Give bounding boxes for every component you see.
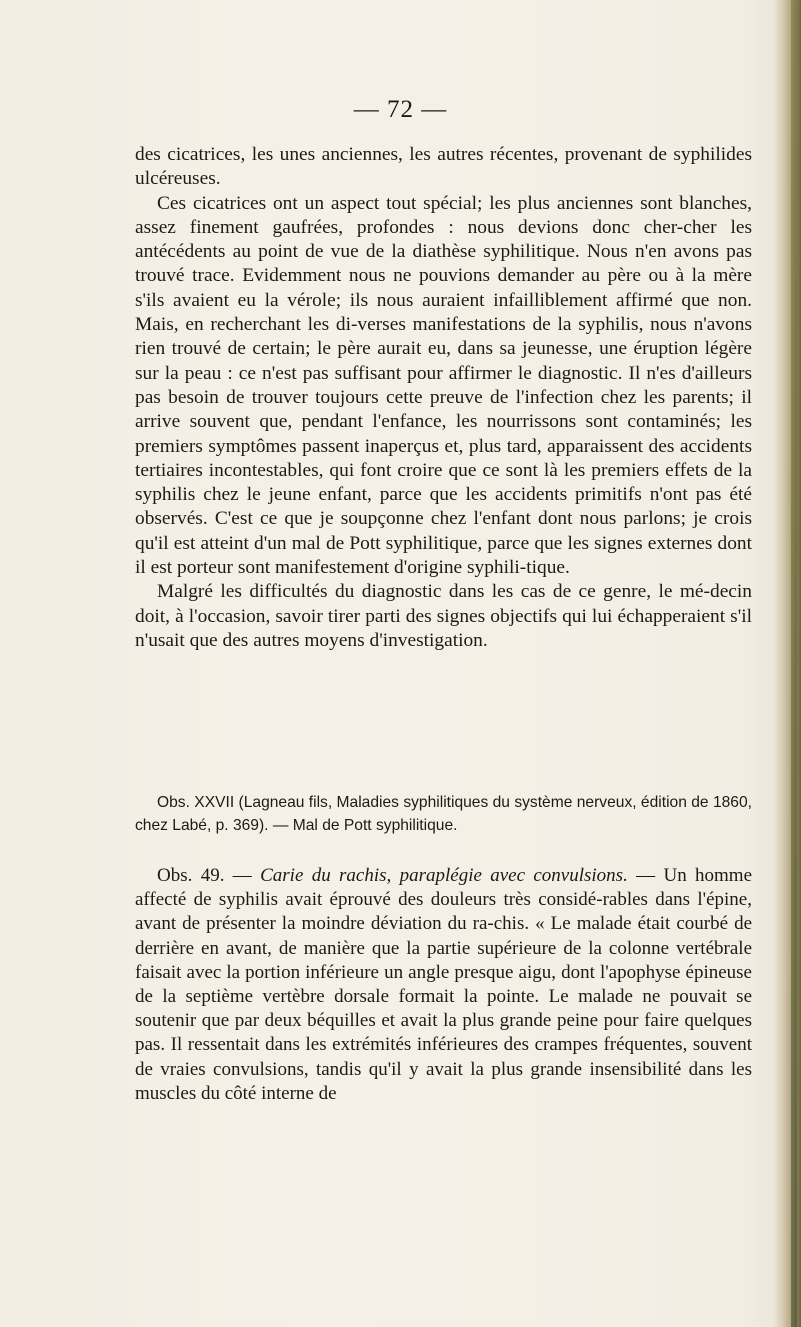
paragraph-2: Ces cicatrices ont un aspect tout spécial; les plus anciennes sont blanches, assez finement gaufrées, profondes : nous devions donc cher-cher les antécédents au point de vue de la diathèse syphilitique. Nous n'en avons pas trouvé trace. Evidemment nous ne pouvions demander au père ou à la mère s'ils avaient eu la vérole; ils nous auraient infailliblement affirmé que non. Mais, en recherchant les di-verses manifestations de la syphilis, nous n'avons rien trouvé de certain; le père aurait eu, dans sa jeunesse, une éruption légère sur la peau : ce n'est pas suffisant pour affirmer le diagnostic. Il n'es d'ailleurs pas besoin de trouver toujours cette preuve de l'infection chez les parents; il arrive souvent que, pendant l'enfance, les nourrissons sont contaminés; les premiers symptômes passent inaperçus et, plus tard, apparaissent des accidents tertiaires incontestables, qui font croire que ce sont là les premiers effets de la syphilis chez le jeune enfant, parce que les accidents primitifs n'ont pas été observés. C'est ce que je soupçonne chez l'enfant dont nous parlons; je crois qu'il est atteint d'un mal de Pott syphilitique, parce que les signes externes dont il est porteur sont manifestement d'origine syphili-tique.	[135, 192, 752, 579]
page-number: — 72 —	[353, 96, 448, 123]
observation-section	[135, 864, 752, 1106]
paragraph-1: des cicatrices, les unes anciennes, les autres récentes, provenant de syphilides ulcéreuses.	[135, 144, 752, 190]
observation-paragraph	[135, 864, 752, 1106]
paragraph-3: Malgré les difficultés du diagnostic dans les cas de ce genre, le mé-decin doit, à l'occasion, savoir tirer parti des signes objectifs qui lui échapperaient s'il n'usait que des autres moyens d'investigation.	[135, 581, 752, 651]
observation-label: Obs. 49. —	[157, 865, 261, 886]
observation-text: — Un homme affecté de syphilis avait éprouvé des douleurs très considé-rables dans l'épine, avant de présenter la moindre déviation du ra-chis. « Le malade était courbé de derrière en avant, de manière que la partie supérieure de la colonne vertébrale faisait avec la portion inférieure un angle presque aigu, dont l'apophyse épineuse de la septième vertèbre dorsale formait la pointe. Le malade ne pouvait se soutenir que par deux béquilles et avait la plus grande peine pour faire quelques pas. Il ressentait dans les extrémités inférieures des crampes fréquentes, souvent de vraies convulsions, tandis qu'il y avait la plus grande insensibilité dans les muscles du côté interne de	[135, 865, 753, 1104]
main-text	[135, 143, 752, 653]
reference-note	[135, 791, 752, 837]
page-edge-stain	[791, 0, 797, 1327]
observation-title: Carie du rachis, paraplégie avec convulsions.	[260, 865, 628, 886]
page-edge-shadow	[773, 0, 801, 1327]
reference-note-text: Obs. XXVII (Lagneau fils, Maladies syphilitiques du système nerveux, édition de 1860, chez Labé, p. 369). — Mal de Pott syphilitique.	[135, 794, 752, 834]
